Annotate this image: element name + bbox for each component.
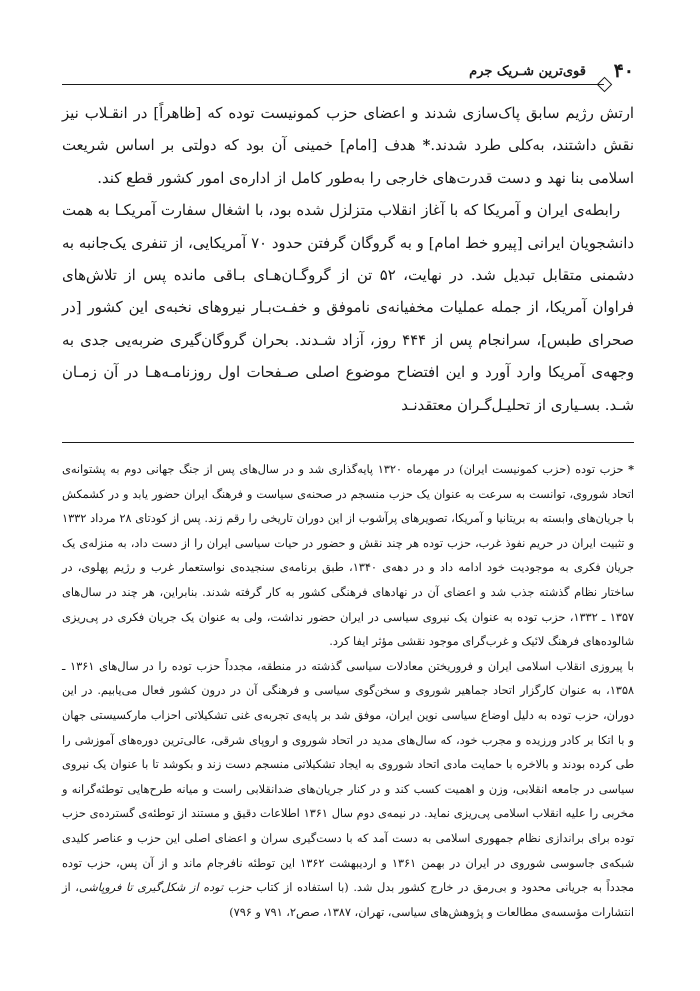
footnote-2-text-a: با پیروزی انقلاب اسلامی ایران و فروریختن معادلات سیاسی گذشته در منطقه، مجدداً حزب توده را در سال‌های ۱۳۶۱ ـ ۱۳۵۸، به عنوان کارگزار اتحاد جماهیر شوروی و سخن‌گوی سیاسی و فرهنگی آن در درون کشور فعال می‌یابیم. در این دوران، حزب توده به دلیل اوضاع سیاسی نوین ایران، موفق شد بر پایه‌ی تجربه‌ی غنی تشکیلاتی احزاب مارکسیستی جهان و با اتکا بر کادر ورزیده و مجرب خود، که سال‌های مدید در اتحاد شوروی و اروپای شرقی، عالی‌ترین دوره‌های آموزشی را طی کرده بودند و بالاخره با حمایت مادی اتحاد شوروی به ایجاد تشکیلاتی منسجم دست زند و بکوشد تا با عنوان یک نیروی سیاسی در جامعه انقلابی، وزن و اهمیت کسب کند و در کنار جریان‌های ضدانقلابی راست و میانه طرح‌هایی توطئه‌گرانه و مخربی را علیه انقلاب اسلامی پی‌ریزی نماید. در نیمه‌ی دوم سال ۱۳۶۱ اطلاعات دقیق و مستند از توطئه‌ی گسترده‌ی حزب توده برای براندازی نظام جمهوری اسلامی به دست آمد که با دست‌گیری سران و اعضای اصلی این حزب و عناصر کلیدی شبکه‌ی جاسوسی شوروی در ایران در بهمن ۱۳۶۱ و اردیبهشت ۱۳۶۲ این توطئه نافرجام ماند و از آن پس، حزب توده مجدداً به جریانی محدود و بی‌رمق در خارج کشور بدل شد. (با استفاده از کتاب xyxy=(62,659,634,895)
paragraph-1 xyxy=(62,98,634,195)
footnote-2-book-title: حزب توده از شکل‌گیری تا فروپاشی xyxy=(78,881,252,895)
body-text xyxy=(62,98,634,422)
document-page xyxy=(62,58,634,925)
footnote-1-text: حزب توده (حزب کمونیست ایران) در مهرماه ۱۳۲۰ پایه‌گذاری شد و در سال‌های پس از جنگ جهانی دوم به پشتوانه‌ی اتحاد شوروی، توانست به سرعت به عنوان یک حزب منسجم در صحنه‌ی سیاست و فرهنگ ایران حضور یابد و در کشمکش با جریان‌های وابسته به بریتانیا و آمریکا، تصویرهای پرآشوب از این دوران تاریخی را رقم زند. پس از کودتای ۲۸ مرداد ۱۳۳۲ و تثبیت ایران در حریم نفوذ غرب، حزب توده هر چند نقش و حضور در حیات سیاسی ایران را از دست داد، به منزله‌ی یک جریان فکری به موجودیت خود ادامه داد و در دهه‌ی ۱۳۴۰، طبق برنامه‌ی سنجیده‌ی نواستعمار غرب و رژیم پهلوی، در ساختار نظام گذشته جذب شد و اعضای آن در نهادهای فرهنگی کشور به کار گرفته شدند. بنابراین، هر چند در سال‌های ۱۳۵۷ ـ ۱۳۳۲، حزب توده به عنوان یک نیروی سیاسی در ایران حضور نداشت، ولی به عنوان یک جریان فکری در پی‌ریزی شالوده‌های فرهنگ لائیک و غرب‌گرای موجود نقشی مؤثر ایفا کرد. xyxy=(62,463,634,649)
footnote-star: * xyxy=(628,462,635,477)
footnotes xyxy=(62,457,634,925)
page-header xyxy=(62,58,634,86)
footnote-2 xyxy=(62,655,634,926)
footnote-separator xyxy=(62,442,634,443)
footnote-1 xyxy=(62,457,634,655)
paragraph-1-part-a: ارتش رژیم سابق پاک‌سازی شدند و اعضای حزب کمونیست توده که [ظاهراً] در انقـلاب نیز نقش داشتند، به‌کلی طرد شدند. xyxy=(62,105,634,155)
running-book-title: قوی‌ترین شـریک جرم xyxy=(469,64,586,79)
paragraph-1-part-b: هدف [امام] خمینی آن بود که دولتی بر اساس شریعت اسلامی بنا نهد و دست قدرت‌های خارجی را به‌طور کامل از اداره‌ی امور کشور قطع کند. xyxy=(62,137,634,187)
footnote-2-text-b: ، از انتشارات مؤسسه‌ی مطالعات و پژوهش‌های سیاسی، تهران، ۱۳۸۷، صص۲، ۷۹۱ و ۷۹۶) xyxy=(62,881,634,919)
header-rule xyxy=(62,84,604,85)
footnote-marker: * xyxy=(422,137,431,155)
page-number: ۴۰ xyxy=(613,60,634,82)
paragraph-2: رابطه‌ی ایران و آمریکا که با آغاز انقلاب متزلزل شده بود، با اشغال سفارت آمریکـا به همت دانشجویان ایرانی [پیرو خط امام] و به گروگان گرفتن حدود ۷۰ آمریکایی، از تنفری یک‌جانبه به دشمنی متقابل تبدیل شد. در نهایت، ۵۲ تن از گروگـان‌هـای بـاقی مانده پس از تلاش‌های فراوان آمریکا، از جمله عملیات مخفیانه‌ی ناموفق و خفـت‌بـار نیروهای نخبه‌ی این کشور [در صحرای طبس]، سرانجام پس از ۴۴۴ روز، آزاد شـدند. بحران گروگان‌گیری ضربه‌یی جدی به وجهه‌ی آمریکا وارد آورد و این افتضاح موضوع اصلی صـفحات اول روزنامـه‌هـا در آن زمـان شـد. بسـیاری از تحلیـل‌گـران معتقدنـد xyxy=(62,202,634,414)
